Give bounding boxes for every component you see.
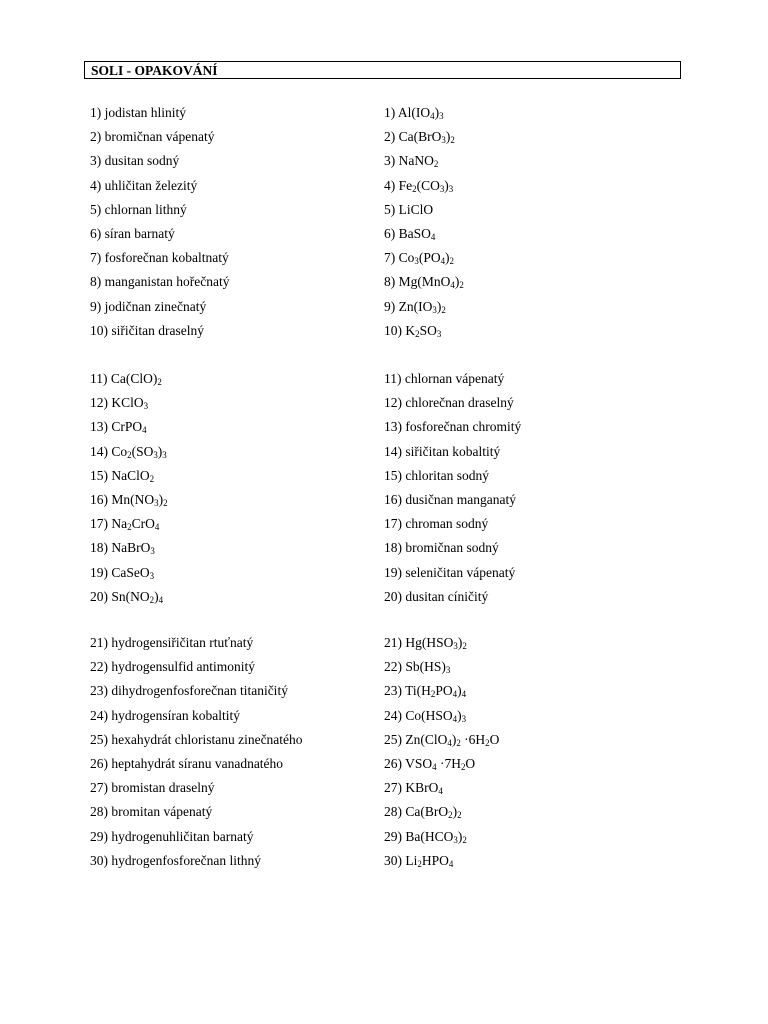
exercise-line: 18) bromičnan sodný xyxy=(384,540,499,556)
exercise-line: 4) uhličitan železitý xyxy=(90,177,198,193)
exercise-line: 23) dihydrogenfosforečnan titaničitý xyxy=(90,683,288,699)
exercise-line: 25) hexahydrát chloristanu zinečnatého xyxy=(90,731,303,747)
exercise-line: 2) $Ca(BrO_3)_2$ xyxy=(384,129,455,145)
exercise-line: 13) CrPO$_4$ xyxy=(90,419,147,436)
exercise-line: 5) chlornan lithný xyxy=(90,201,187,217)
exercise-line: 11) $Ca(ClO)_2$ xyxy=(90,371,162,387)
exercise-line: 24) hydrogensíran kobaltitý xyxy=(90,707,240,723)
exercise-line: 27) KBrO$_4$ xyxy=(384,780,443,796)
exercise-line: 6) BaSO$_4$ xyxy=(384,226,436,242)
exercise-line: 30) hydrogenfosforečnan lithný xyxy=(90,852,261,868)
exercise-line: 7) fosforečnan kobaltnatý xyxy=(90,250,229,266)
exercise-line: 9) jodičnan zinečnatý xyxy=(90,298,207,314)
exercise-line: 5) LiClO xyxy=(384,201,434,217)
exercise-line: 22) hydrogensulfid antimonitý xyxy=(90,659,255,675)
exercise-line: 14) siřičitan kobaltitý xyxy=(384,443,501,459)
exercise-line: 7) $Co_3(PO_4)_2$ xyxy=(384,250,454,266)
exercise-line: 21) hydrogensiřičitan rtuťnatý xyxy=(90,635,254,650)
exercise-line: 13) fosforečnan chromitý xyxy=(384,419,522,435)
exercise-line: 8) manganistan hořečnatý xyxy=(90,274,230,290)
exercise-line: 30) $Li_2HPO_4$ xyxy=(384,852,454,869)
exercise-line: 12) chlorečnan draselný xyxy=(384,395,514,411)
exercise-line: 25) $Zn(ClO_4)_2 \cdot 6H_2O$ xyxy=(384,731,500,748)
exercise-line: 20) dusitan cíničitý xyxy=(384,588,489,604)
exercise-line: 1) $Al(IO_4)_3$ xyxy=(384,105,444,121)
exercise-line: 16) $Mn(NO_3)_2$ xyxy=(90,492,168,508)
exercise-line: 29) hydrogenuhličitan barnatý xyxy=(90,828,254,844)
title-box xyxy=(84,61,681,79)
exercise-line: 15) chloritan sodný xyxy=(384,467,489,483)
exercise-line: 21) $Hg(HSO_3)_2$ xyxy=(384,635,467,651)
exercise-line: 26) heptahydrát síranu vanadnatého xyxy=(90,756,284,771)
exercise-line: 14) $Co_2(SO_3)_3$ xyxy=(90,443,167,460)
exercise-line: 2) bromičnan vápenatý xyxy=(90,129,215,145)
exercise-line: 28) bromitan vápenatý xyxy=(90,804,213,820)
exercise-line: 3) dusitan sodný xyxy=(90,153,180,169)
exercise-line: 11) chlornan vápenatý xyxy=(384,371,505,386)
exercise-line: 24) $Co(HSO_4)_3$ xyxy=(384,707,467,724)
exercise-line: 19) CaSeO$_3$ xyxy=(90,564,155,581)
page-title: SOLI - OPAKOVÁNÍ xyxy=(91,63,218,78)
exercise-line: 23) $Ti(H_2PO_4)_4$ xyxy=(384,683,467,700)
exercise-line: 15) NaClO$_2$ xyxy=(90,467,155,484)
exercise-line: 10) siřičitan draselný xyxy=(90,322,204,338)
exercise-line: 27) bromistan draselný xyxy=(90,780,215,796)
exercise-line: 28) $Ca(BrO_2)_2$ xyxy=(384,804,462,821)
exercise-line: 18) NaBrO$_3$ xyxy=(90,540,155,557)
exercise-line: 16) dusičnan manganatý xyxy=(384,492,516,507)
exercise-line: 19) seleničitan vápenatý xyxy=(384,564,516,580)
exercise-line: 12) KClO$_3$ xyxy=(90,395,149,411)
exercise-line: 26) $VSO_4 \cdot 7H_2O$ xyxy=(384,756,476,772)
exercise-line: 22) $Sb(HS)_3$ xyxy=(384,659,451,675)
exercise-line: 29) $Ba(HCO_3)_2$ xyxy=(384,828,467,845)
exercise-line: 6) síran barnatý xyxy=(90,226,175,241)
exercise-line: 17) chroman sodný xyxy=(384,516,489,532)
exercise-line: 1) jodistan hlinitý xyxy=(90,105,186,120)
exercise-line: 3) NaNO$_2$ xyxy=(384,153,439,170)
exercise-line: 4) $Fe_2(CO_3)_3$ xyxy=(384,177,454,194)
exercise-line: 10) $K_2SO_3$ xyxy=(384,322,442,339)
exercise-line: 9) $Zn(IO_3)_2$ xyxy=(384,298,446,315)
exercise-line: 20) $Sn(NO_2)_4$ xyxy=(90,588,164,605)
exercise-line: 17) $Na_2CrO_4$ xyxy=(90,516,160,532)
exercise-line: 8) $Mg(MnO_4)_2$ xyxy=(384,274,464,291)
